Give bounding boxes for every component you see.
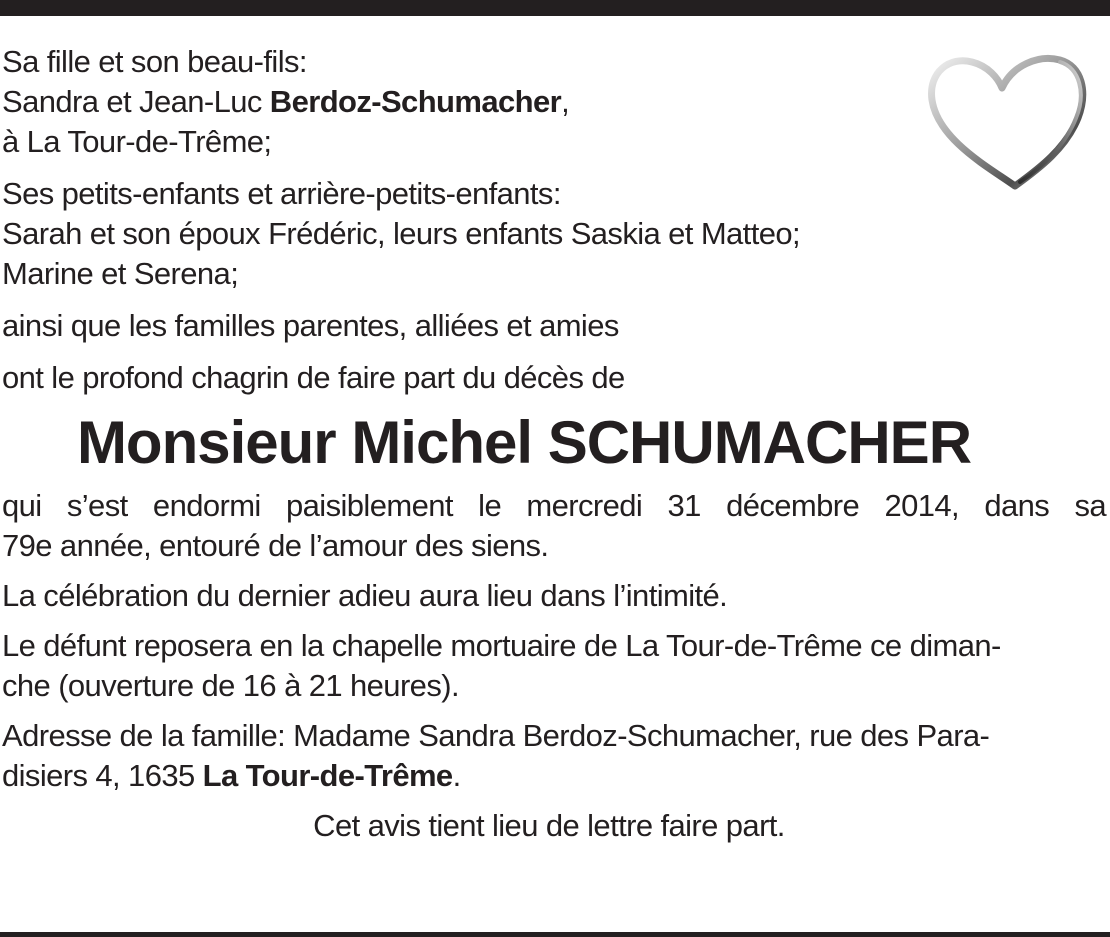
daughter-surname: Berdoz-Schumacher bbox=[269, 84, 562, 119]
death-line-1: qui s’est endormi paisiblement le mercredi 31 décembre 2014, dans sa bbox=[2, 488, 1106, 523]
bottom-rule bbox=[0, 932, 1110, 937]
address-town: La Tour-de-Trême bbox=[202, 758, 453, 793]
obituary-body bbox=[2, 42, 1106, 846]
ceremony-line: La célébration du dernier adieu aura lieu dans l’intimité. bbox=[2, 578, 728, 613]
daughter-location: à La Tour-de-Trême; bbox=[2, 124, 272, 159]
grandchildren-line-1: Sarah et son époux Frédéric, leurs enfants Saskia et Matteo; bbox=[2, 216, 801, 251]
announcement-line: ont le profond chagrin de faire part du décès de bbox=[2, 360, 625, 395]
relatives-line: ainsi que les familles parentes, alliées et amies bbox=[2, 308, 619, 343]
daughter-names: Sandra et Jean-Luc Berdoz-Schumacher, bbox=[2, 84, 570, 119]
death-line-2: 79e année, entouré de l’amour des siens. bbox=[2, 528, 549, 563]
grandchildren-block bbox=[2, 174, 1106, 294]
deceased-name: Monsieur Michel SCHUMACHER bbox=[76, 409, 972, 476]
top-rule bbox=[0, 0, 1110, 16]
address-block bbox=[2, 716, 1106, 796]
grandchildren-line-2: Marine et Serena; bbox=[2, 256, 239, 291]
daughter-block bbox=[2, 42, 1106, 162]
address-line-2: disiers 4, 1635 La Tour-de-Trême. bbox=[2, 758, 461, 793]
grandchildren-heading: Ses petits-enfants et arrière-petits-enfants: bbox=[2, 176, 561, 211]
address-line-1: Adresse de la famille: Madame Sandra Berdoz-Schumacher, rue des Para- bbox=[2, 718, 990, 753]
daughter-heading: Sa fille et son beau-fils: bbox=[2, 44, 307, 79]
chapel-line-2: che (ouverture de 16 à 21 heures). bbox=[2, 668, 459, 703]
chapel-details bbox=[2, 626, 1106, 706]
closing-note: Cet avis tient lieu de lettre faire part. bbox=[313, 808, 785, 843]
chapel-line-1: Le défunt reposera en la chapelle mortuaire de La Tour-de-Trême ce diman- bbox=[2, 628, 1001, 663]
death-details bbox=[2, 486, 1106, 566]
